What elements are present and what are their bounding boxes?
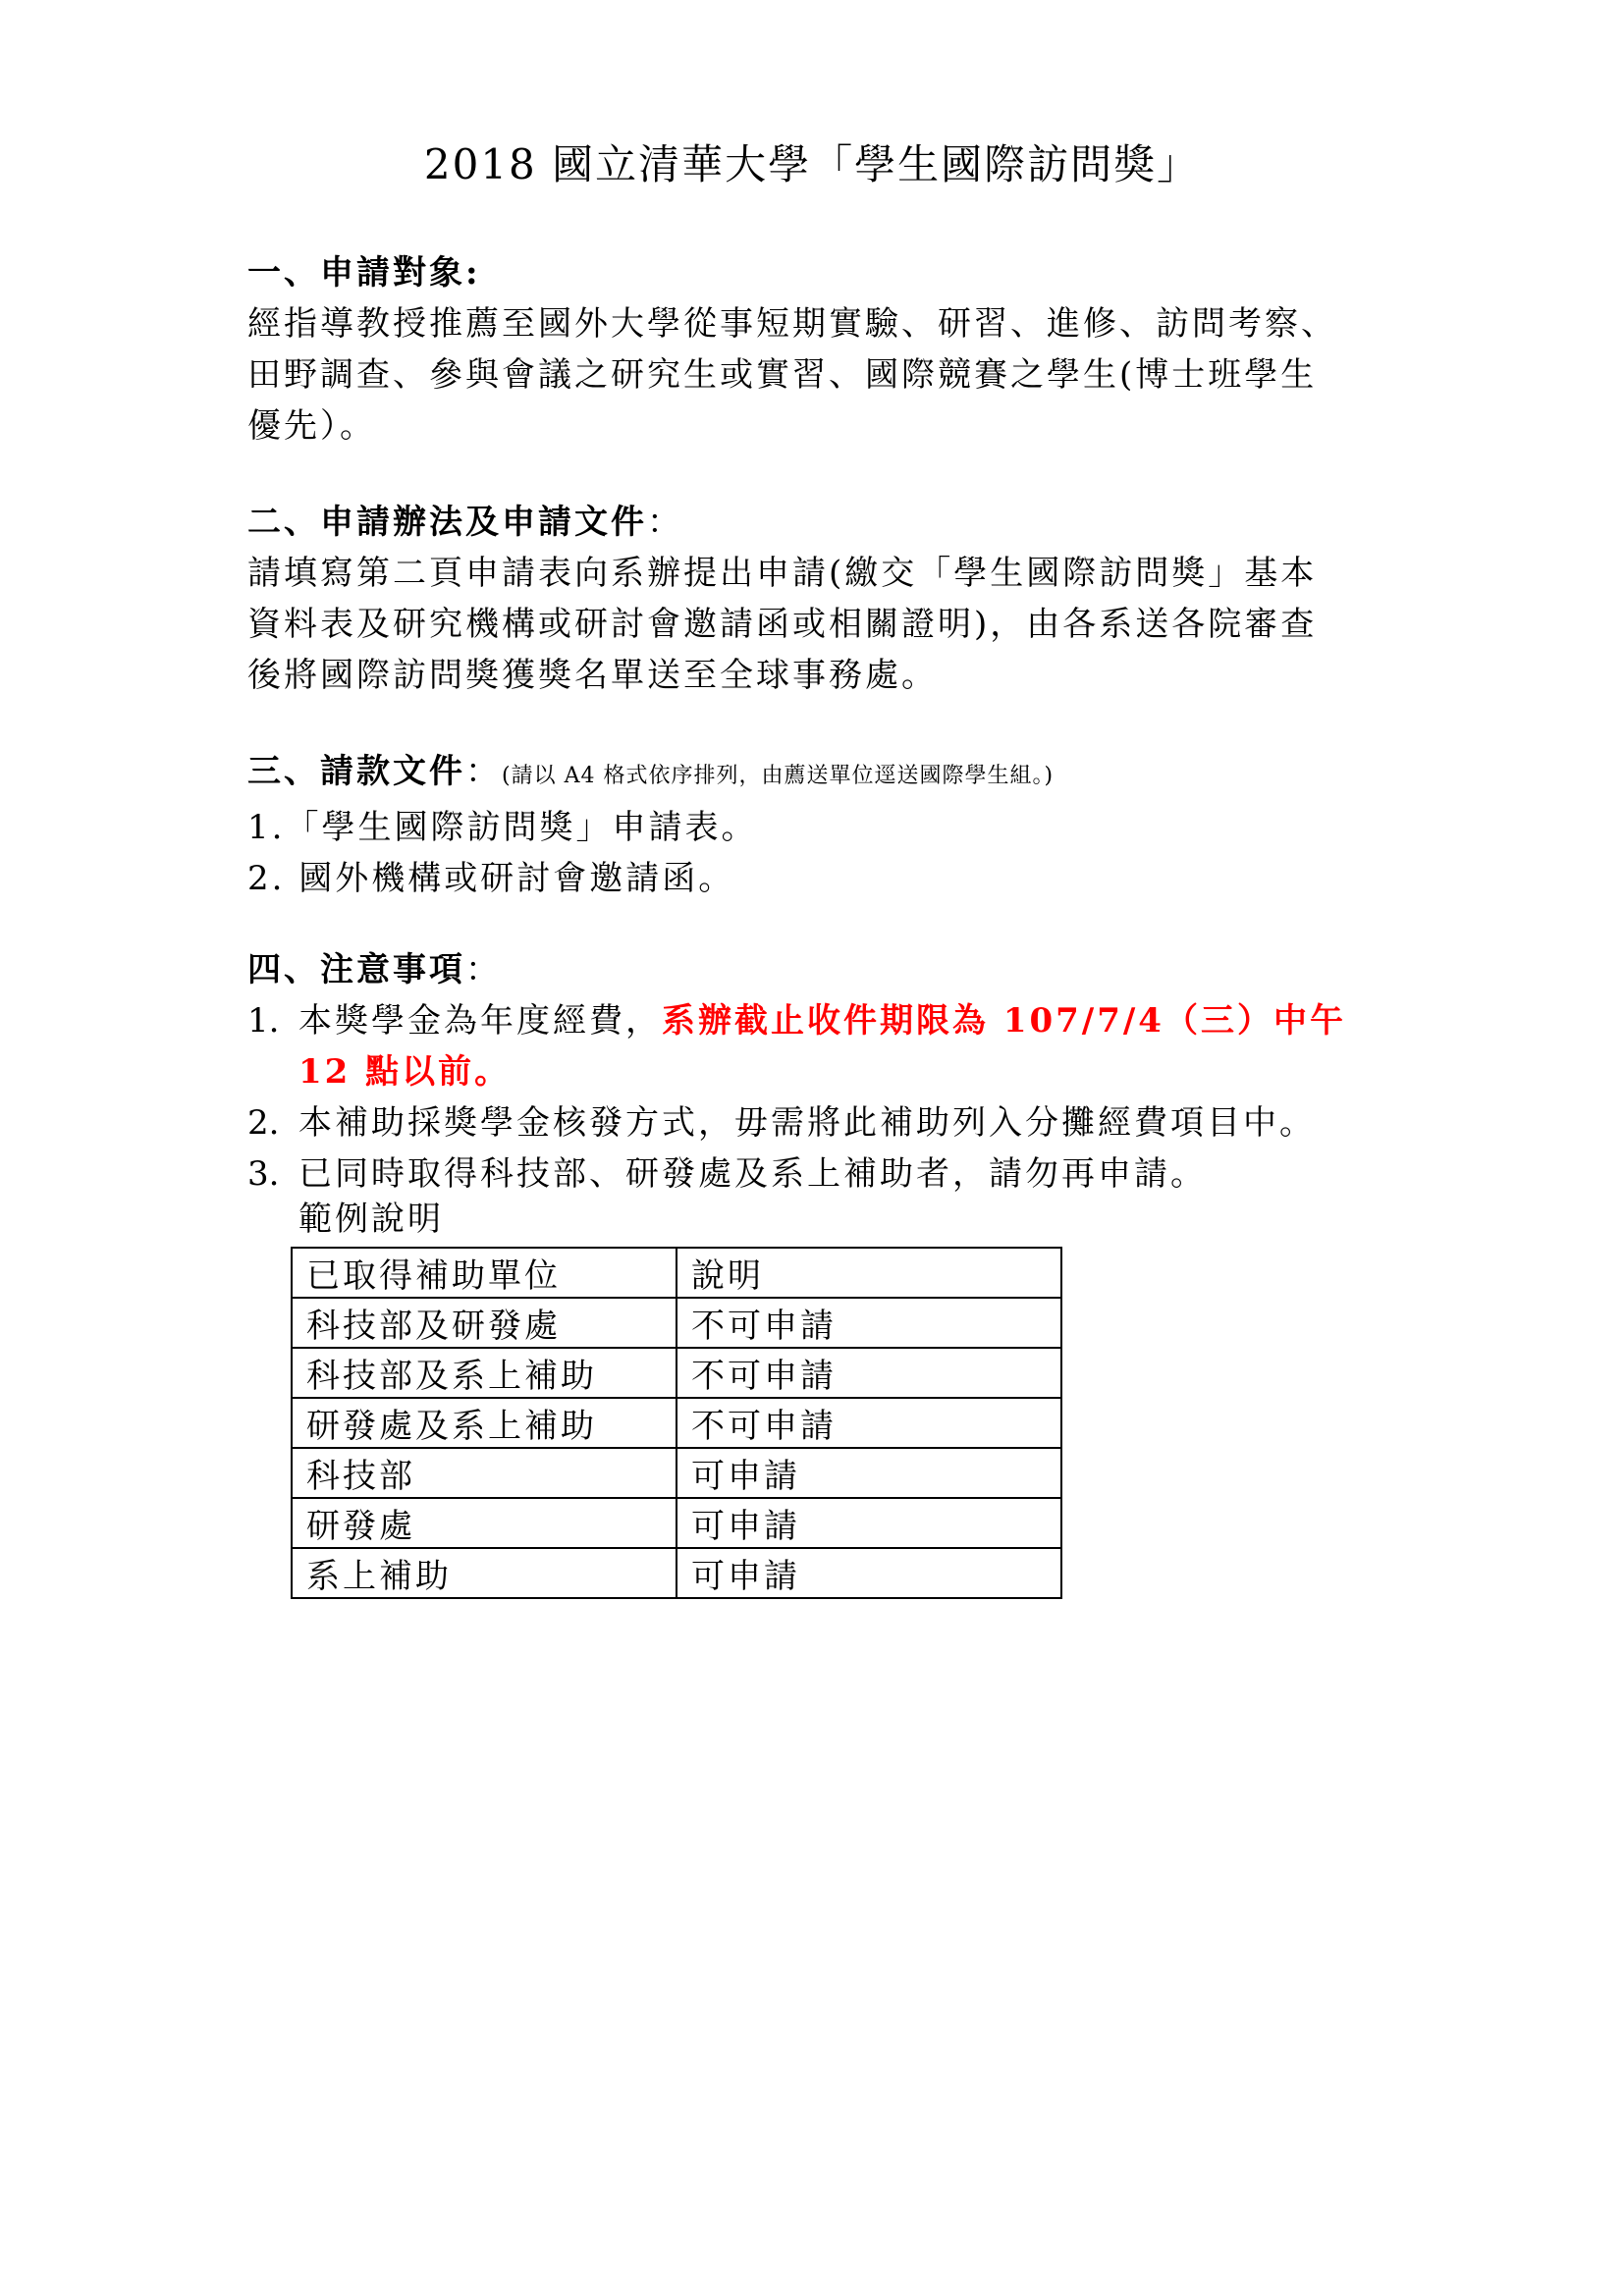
table-header-cell: 已取得補助單位 (292, 1248, 677, 1298)
section-heading-text: 三、請款文件 (247, 752, 465, 791)
table-cell-unit: 科技部及系上補助 (292, 1348, 677, 1398)
table-cell-explanation: 可申請 (677, 1498, 1061, 1548)
paragraph-line: 請填寫第二頁申請表向系辦提出申請(繳交「學生國際訪問獎」基本 (247, 554, 1318, 593)
table-row (292, 1348, 1061, 1398)
section-heading: 一、申請對象: (247, 253, 481, 293)
table-cell-unit: 科技部及研發處 (292, 1298, 677, 1348)
section-application-method (247, 497, 1396, 701)
table-cell-explanation: 不可申請 (677, 1348, 1061, 1398)
section-heading-text: 四、注意事項 (247, 950, 465, 989)
list-item (247, 995, 1396, 1097)
example-table (291, 1247, 1062, 1599)
section-eligibility (247, 247, 1396, 452)
table-cell-unit: 系上補助 (292, 1548, 677, 1598)
table-row (292, 1548, 1061, 1598)
paragraph-line: 田野調查、參與會議之研究生或實習、國際競賽之學生(博士班學生 (247, 355, 1318, 395)
table-row (292, 1398, 1061, 1448)
list-number: 2. (247, 1103, 280, 1143)
paragraph-line: 後將國際訪問獎獲獎名單送至全球事務處。 (247, 656, 938, 695)
table-cell-explanation: 可申請 (677, 1548, 1061, 1598)
heading-colon: ： (465, 950, 502, 989)
note-text: 已同時取得科技部、研發處及系上補助者，請勿再申請。 (298, 1154, 1207, 1194)
table-row (292, 1498, 1061, 1548)
note-text: 本補助採獎學金核發方式，毋需將此補助列入分攤經費項目中。 (298, 1103, 1316, 1143)
list-item (247, 1148, 1396, 1200)
example-label: 範例說明 (298, 1200, 444, 1239)
document-list (247, 802, 1396, 904)
table-header-row (292, 1248, 1061, 1298)
table-row (292, 1448, 1061, 1498)
section-heading (247, 944, 1396, 995)
table-row (292, 1298, 1061, 1348)
list-item (247, 1097, 1396, 1148)
section-notes (247, 944, 1396, 1200)
note-text: 本獎學金為年度經費， (298, 1001, 662, 1041)
document-title: 2018 國立清華大學「學生國際訪問獎」 (423, 140, 1201, 188)
paragraph-line: 資料表及研究機構或研討會邀請函或相關證明)，由各系送各院審查 (247, 605, 1318, 644)
heading-colon: ： (465, 752, 502, 791)
notes-list (247, 995, 1396, 1200)
table-cell-unit: 研發處及系上補助 (292, 1398, 677, 1448)
table-header-cell: 說明 (677, 1248, 1061, 1298)
table-cell-explanation: 可申請 (677, 1448, 1061, 1498)
section-payment-documents (247, 746, 1396, 904)
table-cell-explanation: 不可申請 (677, 1298, 1061, 1348)
deadline-highlight: 系辦截止收件期限為 107/7/4（三）中午 12 點以前。 (298, 1001, 1346, 1092)
table-cell-unit: 科技部 (292, 1448, 677, 1498)
table-cell-explanation: 不可申請 (677, 1398, 1061, 1448)
section-heading (247, 746, 1396, 802)
heading-colon: ： (647, 503, 683, 542)
list-number: 1. (247, 1001, 280, 1041)
section-heading-text: 二、申請辦法及申請文件 (247, 503, 647, 542)
list-number: 3. (247, 1154, 280, 1194)
section-heading (247, 497, 1396, 548)
paragraph-line: 經指導教授推薦至國外大學從事短期實驗、研習、進修、訪問考察、 (247, 304, 1337, 344)
paragraph-line: 優先）。 (247, 406, 376, 446)
table-cell-unit: 研發處 (292, 1498, 677, 1548)
list-item: 2. 國外機構或研討會邀請函。 (247, 859, 735, 898)
list-item: 1.「學生國際訪問獎」申請表。 (247, 808, 758, 847)
heading-note: (請以 A4 格式依序排列，由薦送單位逕送國際學生組。) (502, 764, 1055, 788)
